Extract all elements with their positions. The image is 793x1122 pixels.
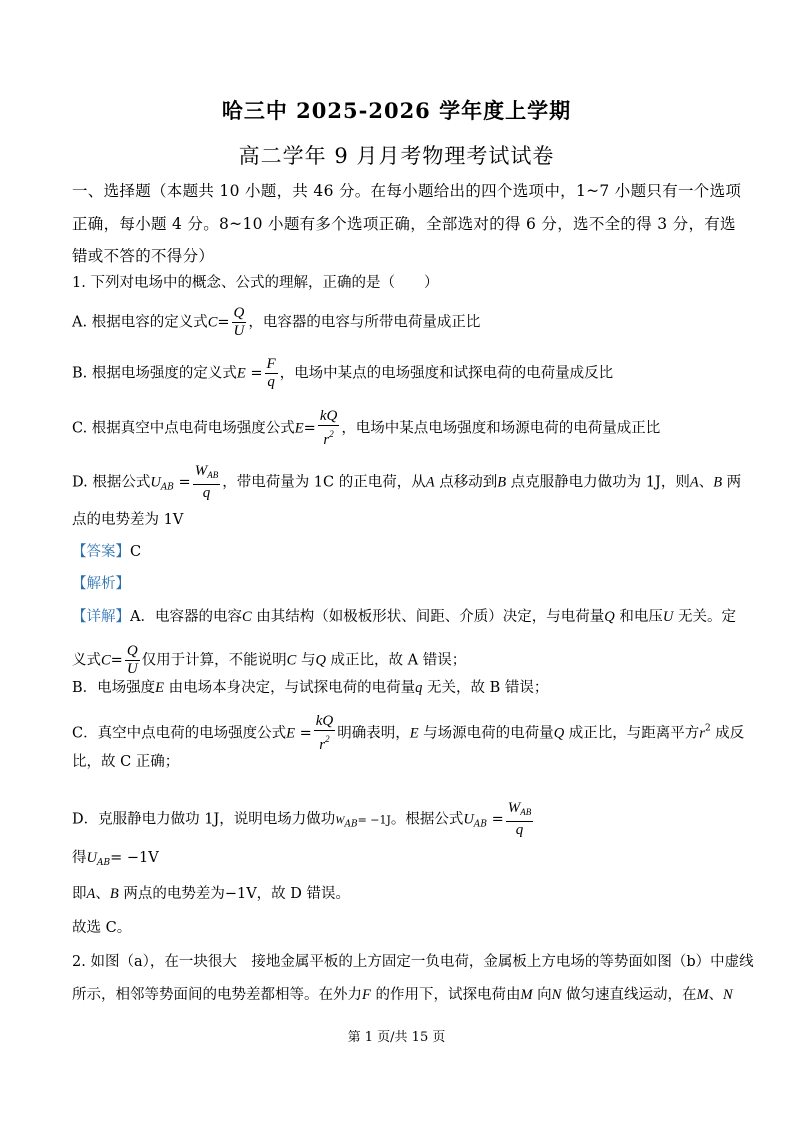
question-1-option-d: D. 根据公式$U_{AB}$ = $\frac{W_{AB}}{q}$ ，带电荷量为 1C 的正电荷，从A 点移动到B 点克服静电力做功为 1J，则A、B 两 [72,463,742,501]
explanation-line-8: 即A、B 两点的电势差为−1V，故 D 错误。 [72,886,351,902]
section-instructions-line-2: 正确，每小题 4 分。8~10 小题有多个选项正确，全部选对的得 6 分，选不全的得 3 分，有选 [72,215,736,233]
section-instructions-line-1: 一、选择题（本题共 10 小题，共 46 分。在每小题给出的四个选项中，1~7 小题只有一个选项 [72,182,742,200]
explanation-line-1: 【详解】A．电容器的电容C 由其结构（如极板形状、间距、介质）决定，与电荷量Q 和电压U 无关。定 [72,609,736,625]
explanation-line-4: C．真空中点电荷的电场强度公式E = $\frac{kQ}{r^2}$ 明确表明，E 与场源电荷的电荷量Q 成正比，与距离平方$r^2$ 成反 [72,713,745,753]
field-definition-fraction: $\frac{F}{q}$ [266,356,276,390]
potential-difference-fraction: $\frac{W_{AB}}{q}$ [194,463,219,501]
question-1-option-a: A. 根据电容的定义式C= $\frac{Q}{U}$ ，电容器的电容与所带电荷量成正比 [72,305,481,339]
answer-label: 【答案】 [72,544,130,560]
question-1-option-d-line-2: 点的电势差为 1V [72,512,184,528]
explanation-line-9: 故选 C。 [72,920,132,936]
explanation-line-7: 得$U_{AB}= -1V$ [72,850,159,868]
explanation-line-3: B．电场强度E 由电场本身决定，与试探电荷的电荷量q 无关，故 B 错误； [72,680,549,696]
analysis-label: 【解析】 [72,576,130,592]
question-1-option-b: B. 根据电场强度的定义式E = $\frac{F}{q}$ ，电场中某点的电场强度和试探电荷的电荷量成反比 [72,356,614,390]
question-1-answer [72,542,722,562]
section-instructions-line-3: 错或不答的不得分） [72,247,215,265]
capacitance-fraction: $\frac{Q}{U}$ [233,305,245,339]
explanation-line-5: 比，故 C 正确； [72,754,180,770]
question-1-option-c: C. 根据真空中点电荷电场强度公式E= $\frac{kQ}{r^2}$ ，电场中某点电场强度和场源电荷的电荷量成正比 [72,408,661,448]
exam-title-line-2: 高二学年 9 月月考物理考试试卷 [238,144,555,168]
question-2-line-1: 2. 如图（a），在一块很大 接地金属平板的上方固定一负电荷，金属板上方电场的等势面如图（b）中虚线 [72,954,754,970]
question-2-line-2: 所示，相邻等势面间的电势差都相等。在外力F 的作用下，试探电荷由M 向N 做匀速直线运动，在M、N [72,987,733,1003]
point-charge-field-fraction: $\frac{kQ}{r^2}$ [319,408,338,448]
exam-title-line-1: 哈三中 2025-2026 学年度上学期 [221,98,572,123]
page-number: 第 1 页/共 15 页 [347,1030,446,1045]
explanation-line-2: 义式C= $\frac{Q}{U}$ 仅用于计算，不能说明C 与Q 成正比，故 A 错误； [72,643,467,677]
explanation-line-6: D．克服静电力做功 1J，说明电场力做功$W_{AB}= -1J$。根据公式$U_{AB}$ = $\frac{W_{AB}}{q}$ [72,800,532,838]
answer-value: C [130,544,142,560]
question-1-stem: 1. 下列对电场中的概念、公式的理解，正确的是（ ） [72,275,439,291]
